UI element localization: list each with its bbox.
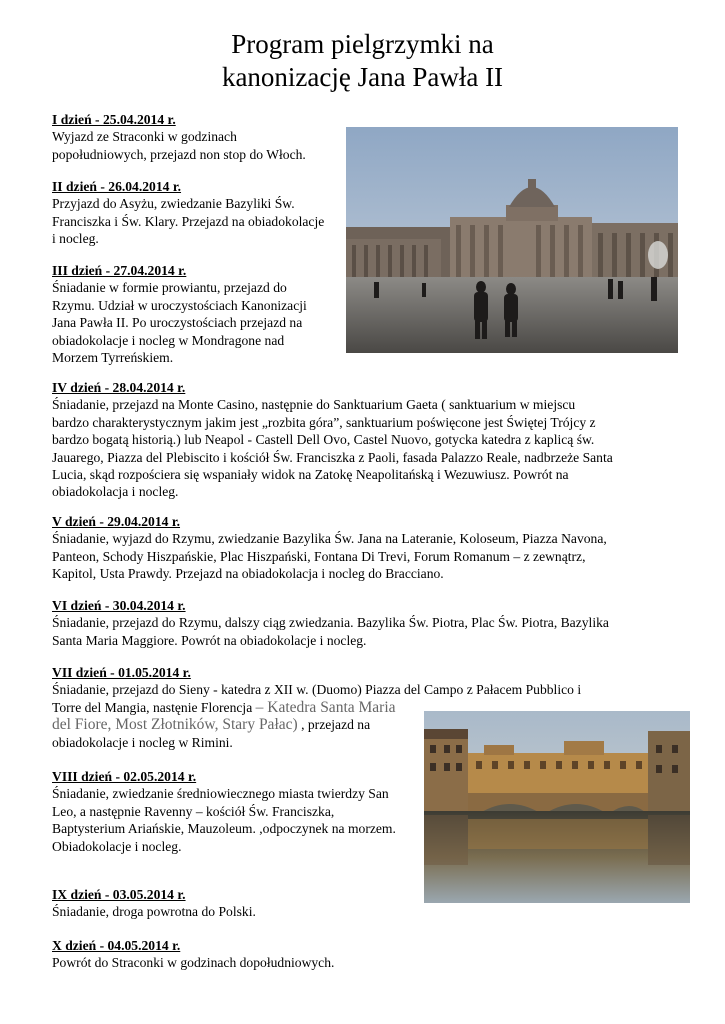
day-heading: IX dzień - 03.05.2014 r. — [52, 887, 186, 902]
day-text-line: Śniadanie, wyjazd do Rzymu, zwiedzanie Bazylika Św. Jana na Lateranie, Koloseum, Piazza Navona, — [52, 531, 607, 547]
day-text-line: Jauarego, Piazza del Plebiscito i kościół Św. Franciszka z Paoli, fasada Palazzo Reale, nadbrzeże Santa — [52, 449, 613, 465]
day-text-line: obiadokolacje i nocleg w Mondragone nad — [52, 332, 285, 348]
day-text-line: Śniadanie, zwiedzanie średniowiecznego miasta twierdzy San — [52, 786, 389, 802]
day-4 — [52, 379, 613, 501]
day-text-part: del Fiore, Most Złotników, Stary Pałac) — [52, 716, 298, 734]
day-heading: III dzień - 27.04.2014 r. — [52, 263, 187, 278]
day-text-line: Śniadanie, droga powrotna do Polski. — [52, 904, 256, 920]
day-text-line: Śniadanie, przejazd na Monte Casino, następnie do Sanktuarium Gaeta ( sanktuarium w miejscu — [52, 397, 576, 413]
page-title — [0, 28, 725, 94]
day-text-part: – Katedra Santa Maria — [255, 698, 396, 716]
day-text-line: bardzo charakterystycznym jakim jest „rozbita góra”, sanktuarium poświęcone jest Świętej Trójcy z — [52, 414, 596, 430]
day-text-line: bardzo bogatą historią.) lub Neapol - Castell Dell Ovo, Castel Nuovo, gotycka katedra z kaplicą św. — [52, 432, 595, 448]
day-text-line: Śniadanie, przejazd do Sieny - katedra z XII w. (Duomo) Piazza del Campo z Pałacem Pubblico i — [52, 682, 582, 698]
day-text-line: Wyjazd ze Straconki w godzinach — [52, 129, 237, 145]
day-heading: VIII dzień - 02.05.2014 r. — [52, 769, 197, 784]
day-heading: I dzień - 25.04.2014 r. — [52, 112, 176, 127]
day-text-line: Panteon, Schody Hiszpańskie, Plac Hiszpański, Fontana Di Trevi, Forum Romanum – z zewnątrz, — [52, 548, 586, 564]
day-heading: VI dzień - 30.04.2014 r. — [52, 598, 186, 613]
day-text-line: i nocleg. — [52, 231, 99, 247]
day-text-line: Jana Pawła II. Po uroczystościach przejazd na — [52, 315, 303, 331]
day-text-line: Śniadanie w formie prowiantu, przejazd do — [52, 280, 287, 296]
day-heading: VII dzień - 01.05.2014 r. — [52, 665, 191, 680]
day-3 — [52, 262, 307, 366]
day-10 — [52, 937, 334, 972]
day-heading: X dzień - 04.05.2014 r. — [52, 938, 181, 953]
day-1 — [52, 111, 306, 163]
ponte-vecchio-photo — [424, 711, 690, 903]
day-text-line: Przyjazd do Asyżu, zwiedzanie Bazyliki Św. — [52, 196, 295, 212]
day-text-line: obiadokolacja i nocleg. — [52, 484, 179, 500]
day-text-line: Rzymu. Udział w uroczystościach Kanonizacji — [52, 297, 307, 313]
day-text-line: Franciszka i Św. Klary. Przejazd na obiadokolacje — [52, 213, 325, 229]
day-5 — [52, 513, 607, 583]
day-text-line: Morzem Tyrreńskiem. — [52, 350, 174, 366]
day-text-part: Torre del Mangia, nastęnie Florencja — [52, 699, 256, 715]
day-text-line: Śniadanie, przejazd do Rzymu, dalszy ciąg zwiedzania. Bazylika Św. Piotra, Plac Św. Piotra, Bazylika — [52, 615, 609, 631]
day-2 — [52, 178, 324, 248]
day-9 — [52, 886, 256, 921]
day-heading: IV dzień - 28.04.2014 r. — [52, 380, 186, 395]
day-text-line: Baptysterium Ariańskie, Mauzoleum. ,odpoczynek na morzem. — [52, 821, 396, 837]
day-6 — [52, 597, 609, 649]
day-8 — [52, 768, 396, 855]
day-text-line: Lucia, skąd rozpościera się wspaniały widok na Zatokę Neapolitańską i Wezuwiusz. Powrót na — [52, 467, 569, 483]
day-text-line: popołudniowych, przejazd non stop do Włoch. — [52, 146, 306, 162]
st-peters-square-photo — [346, 127, 678, 353]
day-text-line: Kapitol, Usta Prawdy. Przejazd na obiadokolacja i nocleg do Bracciano. — [52, 566, 444, 582]
title-line-2: kanonizację Jana Pawła II — [221, 62, 504, 92]
day-text-line: obiadokolacje i nocleg w Rimini. — [52, 734, 233, 750]
day-text-line: Leo, a następnie Ravenny – kościół Św. Franciszka, — [52, 803, 335, 819]
day-text-line: Santa Maria Maggiore. Powrót na obiadokolacje i nocleg. — [52, 632, 367, 648]
day-heading: II dzień - 26.04.2014 r. — [52, 179, 182, 194]
title-line-1: Program pielgrzymki na — [231, 29, 494, 59]
day-text-line: Obiadokolacje i nocleg. — [52, 838, 182, 854]
day-text-line: Powrót do Straconki w godzinach dopołudniowych. — [52, 955, 335, 971]
day-heading: V dzień - 29.04.2014 r. — [52, 514, 181, 529]
day-text-part: , przejazd na — [297, 717, 371, 733]
